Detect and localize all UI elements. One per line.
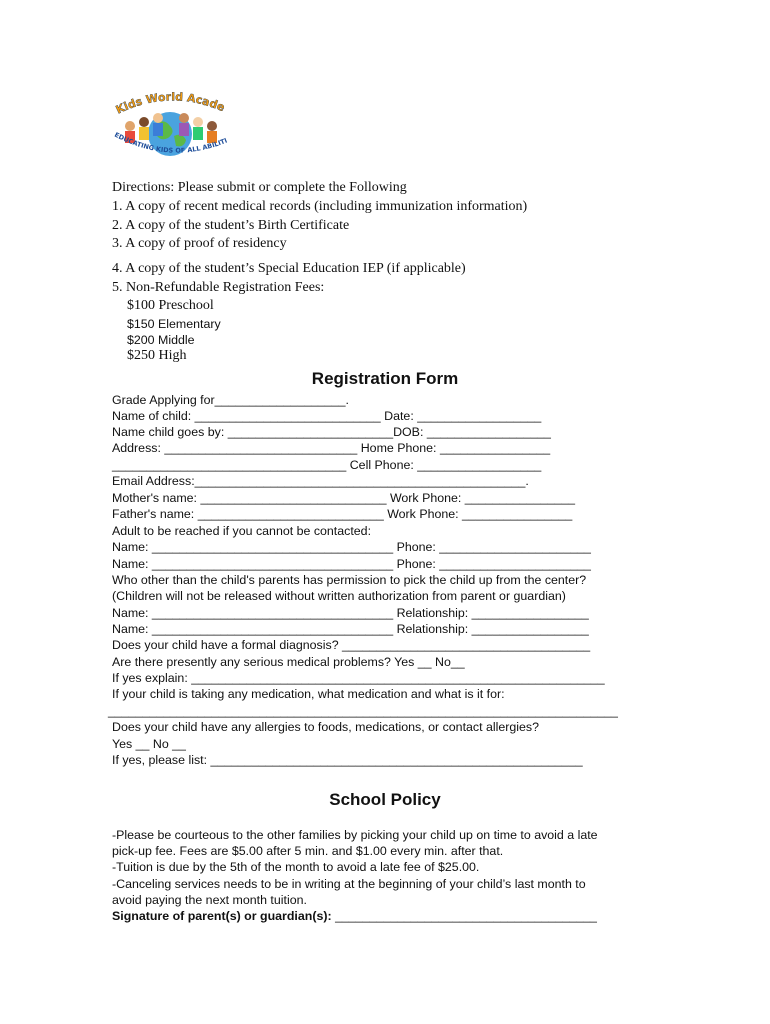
emergency-contact-2-field[interactable]: Name: ___________________________________ Phone: ______________________ (112, 557, 591, 571)
fee-preschool: $100 Preschool (127, 298, 214, 313)
logo-name-text: Kids World Acade (113, 92, 227, 117)
email-address-field[interactable]: Email Address:________________________________________________. (112, 474, 529, 488)
signature-blank[interactable]: ______________________________________ (335, 909, 597, 923)
policy-line-5: avoid paying the next month tuition. (112, 893, 307, 907)
directions-item-3: 3. A copy of proof of residency (112, 236, 287, 251)
emergency-contact-label: Adult to be reached if you cannot be contacted: (112, 524, 372, 538)
logo-tagline-text: EDUCATING KIDS OF ALL ABILITI (113, 130, 229, 155)
pickup-permission-note: (Children will not be released without written authorization from parent or guardian) (112, 589, 566, 603)
allergies-list-field[interactable]: If yes, please list: ______________________________________________________ (112, 753, 583, 767)
child-name-date-field[interactable]: Name of child: ___________________________ Date: __________________ (112, 409, 542, 423)
medication-answer-field[interactable]: __________________________________________________________________________ (108, 704, 618, 718)
emergency-contact-1-field[interactable]: Name: ___________________________________ Phone: ______________________ (112, 540, 591, 554)
directions-item-5: 5. Non-Refundable Registration Fees: (112, 280, 325, 295)
fee-high: $250 High (127, 348, 187, 363)
policy-line-1: -Please be courteous to the other families by picking your child up on time to avoid a late (112, 828, 598, 842)
registration-title: Registration Form (311, 369, 459, 388)
school-logo (108, 92, 232, 162)
allergies-question: Does your child have any allergies to foods, medications, or contact allergies? (112, 720, 540, 734)
formal-diagnosis-field[interactable]: Does your child have a formal diagnosis? ____________________________________ (112, 638, 591, 652)
pickup-person-2-field[interactable]: Name: ___________________________________ Relationship: _________________ (112, 622, 589, 636)
directions-heading: Directions: Please submit or complete the Following (112, 180, 407, 195)
directions-item-1: 1. A copy of recent medical records (including immunization information) (112, 199, 528, 214)
medical-explain-field[interactable]: If yes explain: ____________________________________________________________ (112, 671, 605, 685)
signature-field[interactable] (112, 909, 597, 923)
nickname-dob-field[interactable]: Name child goes by: ________________________DOB: __________________ (112, 425, 551, 439)
address-home-phone-field[interactable]: Address: ____________________________ Home Phone: ________________ (112, 441, 551, 455)
pickup-person-1-field[interactable]: Name: ___________________________________ Relationship: _________________ (112, 606, 589, 620)
medical-problems-field[interactable]: Are there presently any serious medical problems? Yes __ No__ (112, 655, 465, 669)
mother-name-field[interactable]: Mother's name: ___________________________ Work Phone: ________________ (112, 491, 576, 505)
directions-item-2: 2. A copy of the student’s Birth Certificate (112, 218, 350, 233)
policy-line-3: -Tuition is due by the 5th of the month to avoid a late fee of $25.00. (112, 860, 480, 874)
pickup-permission-question: Who other than the child's parents has permission to pick the child up from the center? (112, 573, 587, 587)
policy-title: School Policy (329, 790, 441, 809)
policy-line-4: -Canceling services needs to be in writing at the beginning of your child’s last month to (112, 877, 586, 891)
medication-question: If your child is taking any medication, what medication and what is it for: (112, 687, 505, 701)
fee-middle: $200 Middle (127, 333, 195, 347)
directions-item-4: 4. A copy of the student’s Special Education IEP (if applicable) (112, 261, 466, 276)
address-cell-phone-field[interactable]: __________________________________ Cell Phone: __________________ (112, 458, 542, 472)
father-name-field[interactable]: Father's name: ___________________________ Work Phone: ________________ (112, 507, 573, 521)
signature-label: Signature of parent(s) or guardian(s): (112, 909, 332, 923)
grade-applying-field[interactable]: Grade Applying for___________________. (112, 393, 350, 407)
allergies-yes-no-field[interactable]: Yes __ No __ (112, 737, 186, 751)
fee-elementary: $150 Elementary (127, 317, 221, 331)
policy-line-2: pick-up fee. Fees are $5.00 after 5 min. and $1.00 every min. after that. (112, 844, 504, 858)
